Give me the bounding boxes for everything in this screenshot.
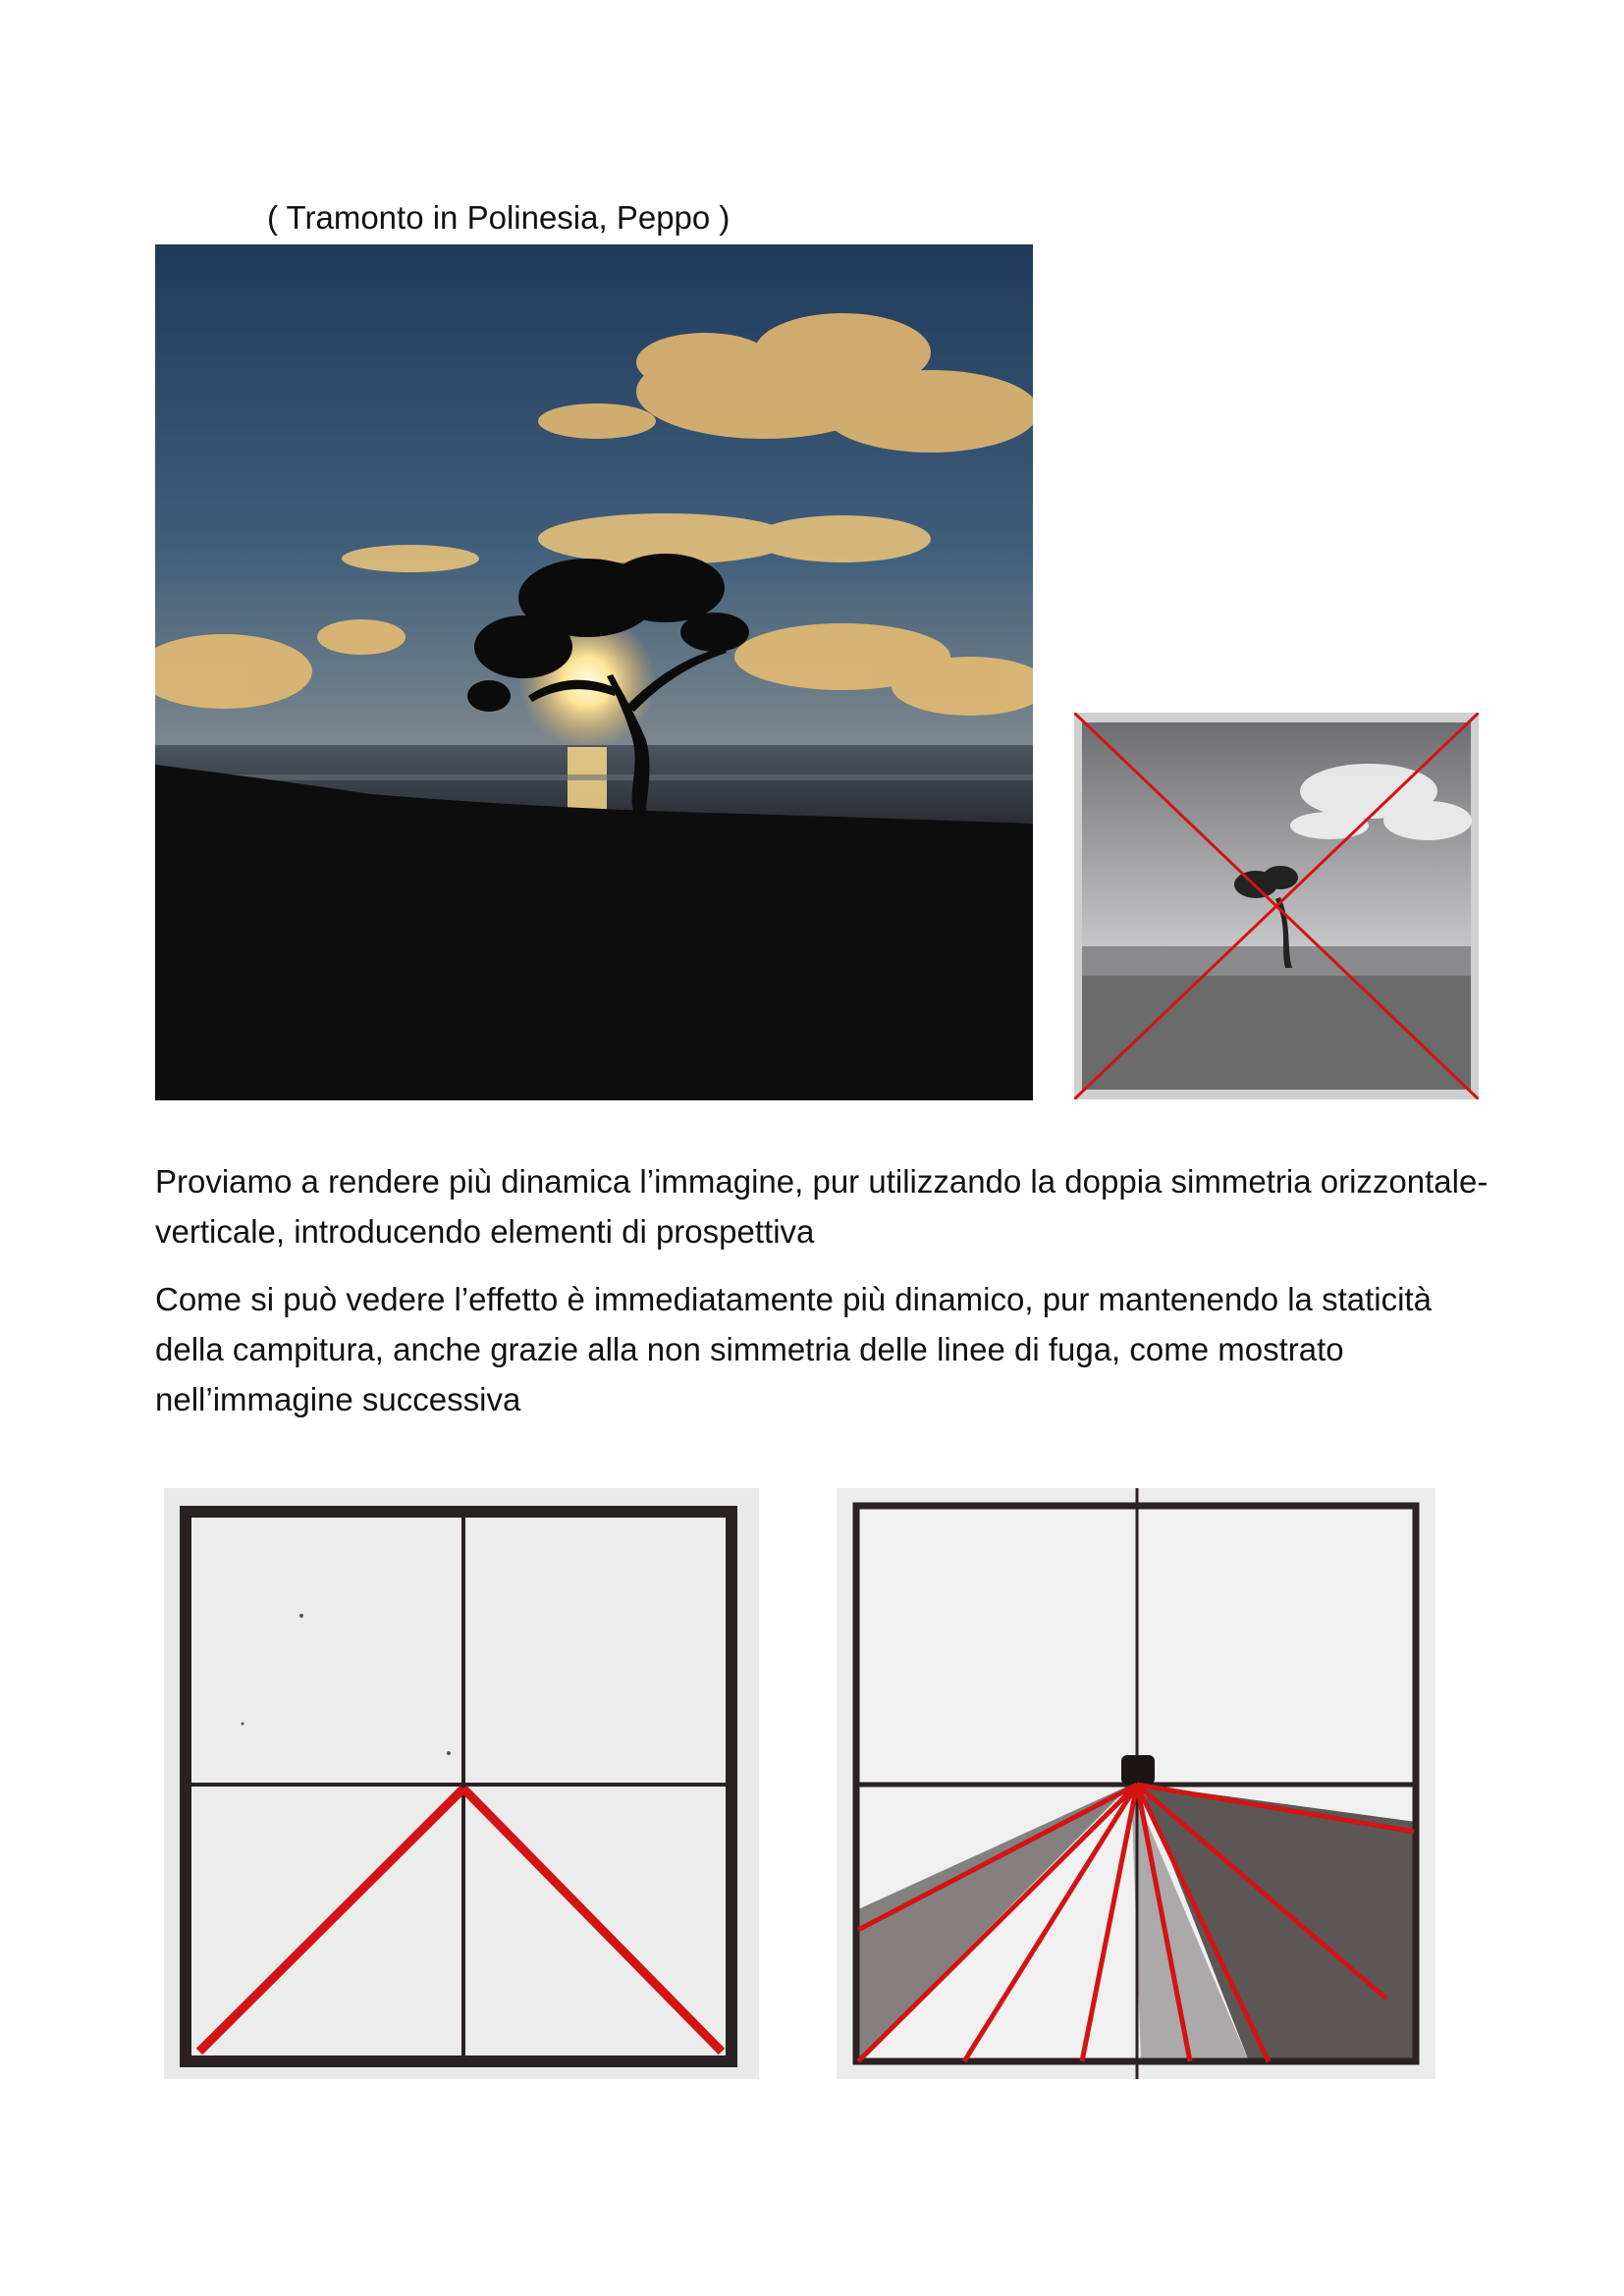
square-sketch bbox=[164, 1488, 759, 2079]
diagonal-sketch bbox=[1074, 713, 1479, 1099]
paragraph-explanation: Come si può vedere l’effetto è immediatamente più dinamico, pur mantenendo la staticità della campitura, anche grazie alla non simmetria delle linee di fuga, come mostrato nell’immagine successiva bbox=[155, 1281, 1432, 1417]
paragraph-intro: Proviamo a rendere più dinamica l’immagine, pur utilizzando la doppia simmetria orizzontale-verticale, introducendo elementi di prospettiva bbox=[155, 1163, 1489, 1250]
figure-caption: ( Tramonto in Polinesia, Peppo ) bbox=[267, 199, 731, 236]
perspective-sketch bbox=[837, 1488, 1435, 2079]
sunset-photo bbox=[155, 244, 1033, 1100]
